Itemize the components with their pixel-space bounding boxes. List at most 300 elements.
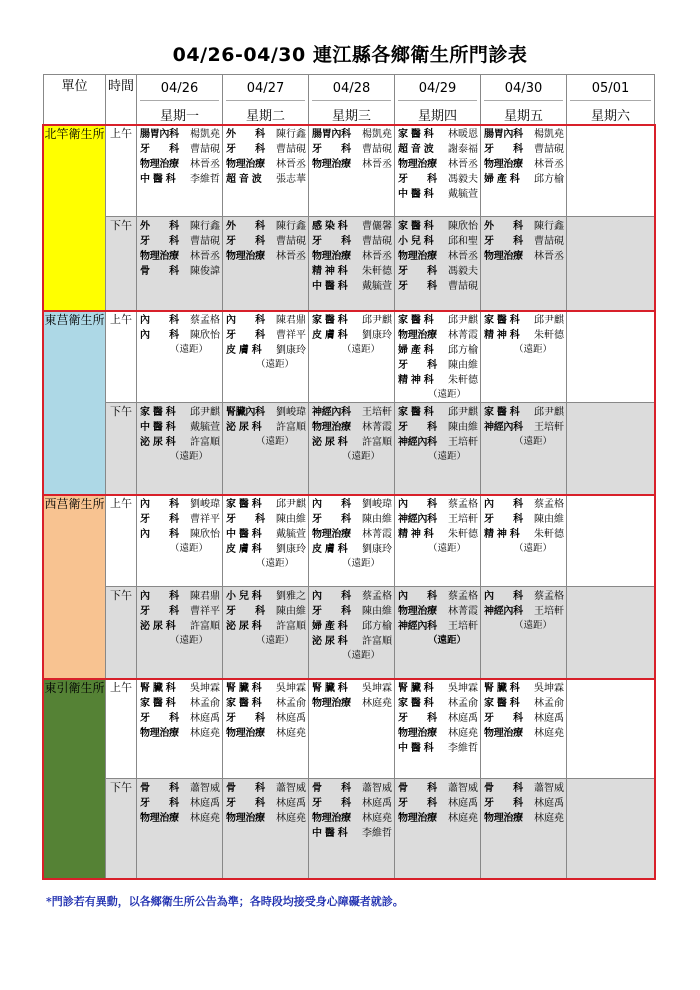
doctor-name: 林孟俞	[448, 698, 478, 709]
doctor-name: 蔡孟格	[190, 315, 220, 326]
doctor-name: 林庭堯	[448, 813, 478, 824]
department: 家 醫 科	[484, 315, 520, 326]
clinic-entry	[395, 234, 480, 249]
clinic-entry	[223, 589, 308, 604]
department: 超 音 波	[226, 174, 262, 185]
clinic-entry	[395, 604, 480, 619]
clinic-entry	[309, 811, 394, 826]
clinic-entry	[481, 313, 566, 328]
department: 物理治療	[398, 728, 437, 739]
doctor-name: 蔡孟格	[448, 591, 478, 602]
clinic-entry	[223, 313, 308, 328]
schedule-cell	[395, 495, 481, 587]
header-row	[44, 75, 655, 125]
schedule-row	[44, 125, 655, 217]
telemedicine-note: （遠距）	[169, 451, 208, 462]
department: 神經內科	[398, 621, 437, 632]
doctor-name: 戴毓萱	[190, 422, 220, 433]
doctor-name: 許富順	[190, 437, 220, 448]
doctor-name: 陳由維	[276, 514, 306, 525]
doctor-name: 林孟俞	[276, 698, 306, 709]
department: 中 醫 科	[140, 422, 176, 433]
department: 腎臟內科	[226, 407, 265, 418]
department: 精 神 科	[398, 375, 434, 386]
clinic-entry	[137, 512, 222, 527]
doctor-name: 陳君鼎	[190, 591, 220, 602]
clinic-entry	[395, 741, 480, 756]
clinic-entry	[137, 497, 222, 512]
schedule-cell	[481, 495, 567, 587]
clinic-entry	[309, 279, 394, 294]
doctor-name: 曹祥平	[190, 606, 220, 617]
department: 牙 科	[312, 606, 351, 617]
clinic-entry	[395, 172, 480, 187]
clinic-entry	[309, 681, 394, 696]
clinic-entry	[309, 264, 394, 279]
department: 精 神 科	[484, 330, 520, 341]
department: 神經內科	[398, 437, 437, 448]
doctor-name: 曹祥平	[190, 514, 220, 525]
department: 牙 科	[226, 144, 265, 155]
department: 牙 科	[312, 514, 351, 525]
department: 物理治療	[484, 728, 523, 739]
department: 牙 科	[226, 514, 265, 525]
department: 皮 膚 科	[312, 544, 348, 555]
clinic-entry	[223, 142, 308, 157]
schedule-cell	[395, 217, 481, 311]
clinic-entry	[137, 249, 222, 264]
clinic-entry	[395, 279, 480, 294]
department: 物理治療	[398, 330, 437, 341]
clinic-entry	[137, 589, 222, 604]
doctor-name: 陳行鑫	[190, 221, 220, 232]
clinic-entry	[395, 264, 480, 279]
schedule-cell	[395, 311, 481, 403]
clinic-entry	[395, 420, 480, 435]
doctor-name: 林孟俞	[190, 698, 220, 709]
doctor-name: 吳坤霖	[190, 683, 220, 694]
department: 感 染 科	[312, 221, 348, 232]
schedule-cell	[309, 311, 395, 403]
doctor-name: 林庭堯	[448, 728, 478, 739]
department: 內 科	[398, 499, 437, 510]
clinic-entry	[481, 234, 566, 249]
doctor-name: 朱軒德	[448, 375, 478, 386]
clinic-entry	[309, 781, 394, 796]
doctor-name: 陳由維	[448, 422, 478, 433]
doctor-name: 陳欣怡	[448, 221, 478, 232]
department: 內 科	[140, 499, 179, 510]
clinic-entry	[223, 711, 308, 726]
clinic-entry	[395, 405, 480, 420]
schedule-cell	[137, 217, 223, 311]
clinic-entry	[223, 405, 308, 420]
telemedicine-note: （遠距）	[341, 650, 380, 661]
department: 內 科	[226, 315, 265, 326]
department: 骨 科	[140, 266, 179, 277]
department: 腎 臟 科	[140, 683, 176, 694]
telemedicine-note: （遠距）	[427, 635, 466, 646]
doctor-name: 林庭堯	[276, 728, 306, 739]
doctor-name: 李維哲	[448, 743, 478, 754]
doctor-name: 林晉丞	[276, 251, 306, 262]
department: 物理治療	[140, 251, 179, 262]
department: 物理治療	[312, 251, 351, 262]
doctor-name: 曹喆硯	[534, 236, 564, 247]
clinic-entry	[137, 435, 222, 450]
schedule-cell	[137, 403, 223, 495]
time-column-header: 時間	[106, 75, 137, 125]
telemedicine-note: （遠距）	[513, 344, 552, 355]
doctor-name: 陳由維	[362, 514, 392, 525]
doctor-name: 蕭智威	[448, 783, 478, 794]
department: 牙 科	[226, 713, 265, 724]
schedule-cell	[481, 217, 567, 311]
department: 骨 科	[484, 783, 523, 794]
doctor-name: 林庭禹	[448, 713, 478, 724]
doctor-name: 陳行鑫	[276, 221, 306, 232]
clinic-entry	[481, 811, 566, 826]
schedule-cell	[481, 403, 567, 495]
unit-name: 北竿衛生所	[44, 125, 106, 311]
department: 牙 科	[140, 606, 179, 617]
department: 神經內科	[484, 422, 523, 433]
clinic-entry	[309, 512, 394, 527]
doctor-name: 蔡孟格	[534, 499, 564, 510]
department: 腎 臟 科	[398, 683, 434, 694]
schedule-cell	[137, 125, 223, 217]
clinic-entry	[481, 604, 566, 619]
doctor-name: 林晉丞	[448, 251, 478, 262]
department: 物理治療	[312, 813, 351, 824]
department: 皮 膚 科	[226, 345, 262, 356]
clinic-entry	[309, 127, 394, 142]
doctor-name: 曹喆硯	[362, 236, 392, 247]
time-slot-label: 下午	[106, 403, 137, 495]
department: 牙 科	[312, 236, 351, 247]
department: 中 醫 科	[312, 828, 348, 839]
department: 泌 尿 科	[226, 422, 262, 433]
clinic-entry	[395, 373, 480, 388]
doctor-name: 王培軒	[362, 407, 392, 418]
doctor-name: 曹喆硯	[362, 144, 392, 155]
doctor-name: 許富順	[190, 621, 220, 632]
department: 外 科	[484, 221, 523, 232]
department: 牙 科	[140, 144, 179, 155]
department: 家 醫 科	[226, 698, 262, 709]
schedule-row	[44, 311, 655, 403]
department: 骨 科	[140, 783, 179, 794]
doctor-name: 林庭堯	[534, 728, 564, 739]
department: 外 科	[226, 129, 265, 140]
doctor-name: 朱軒德	[362, 266, 392, 277]
clinic-entry	[223, 249, 308, 264]
clinic-entry	[137, 127, 222, 142]
doctor-name: 林暖恩	[448, 129, 478, 140]
department: 腸胃內科	[484, 129, 523, 140]
clinic-entry	[223, 619, 308, 634]
doctor-name: 謝泰福	[448, 144, 478, 155]
clinic-entry	[395, 187, 480, 202]
clinic-entry	[481, 711, 566, 726]
clinic-entry	[223, 696, 308, 711]
telemedicine-note: （遠距）	[169, 635, 208, 646]
department: 皮 膚 科	[226, 544, 262, 555]
time-slot-label: 下午	[106, 779, 137, 879]
clinic-entry	[395, 681, 480, 696]
clinic-entry	[395, 781, 480, 796]
clinic-entry	[223, 726, 308, 741]
clinic-entry	[481, 172, 566, 187]
department: 物理治療	[312, 159, 351, 170]
department: 婦 產 科	[312, 621, 348, 632]
doctor-name: 陳行鑫	[276, 129, 306, 140]
department: 神經內科	[484, 606, 523, 617]
doctor-name: 邱尹麒	[362, 315, 392, 326]
clinic-entry	[481, 157, 566, 172]
doctor-name: 張志華	[276, 174, 306, 185]
department: 家 醫 科	[398, 129, 434, 140]
clinic-entry	[395, 157, 480, 172]
department: 內 科	[140, 529, 179, 540]
doctor-name: 劉峻瑋	[362, 499, 392, 510]
schedule-cell	[567, 403, 655, 495]
clinic-entry	[223, 527, 308, 542]
clinic-entry	[481, 696, 566, 711]
doctor-name: 邱方榆	[534, 174, 564, 185]
department: 物理治療	[140, 813, 179, 824]
schedule-cell	[481, 779, 567, 879]
schedule-cell	[395, 587, 481, 679]
doctor-name: 邱尹麒	[190, 407, 220, 418]
department: 牙 科	[484, 514, 523, 525]
clinic-entry	[223, 234, 308, 249]
department: 中 醫 科	[398, 743, 434, 754]
doctor-name: 許富順	[276, 621, 306, 632]
clinic-entry	[223, 172, 308, 187]
schedule-row	[44, 679, 655, 779]
department: 精 神 科	[398, 529, 434, 540]
doctor-name: 林庭禹	[190, 713, 220, 724]
telemedicine-note: （遠距）	[169, 543, 208, 554]
time-slot-label: 下午	[106, 217, 137, 311]
department: 腸胃內科	[312, 129, 351, 140]
doctor-name: 林庭禹	[276, 798, 306, 809]
telemedicine-note: （遠距）	[513, 543, 552, 554]
schedule-cell	[223, 311, 309, 403]
department: 腎 臟 科	[484, 683, 520, 694]
telemedicine-note: （遠距）	[341, 344, 380, 355]
clinic-entry	[481, 781, 566, 796]
department: 牙 科	[140, 236, 179, 247]
schedule-row	[44, 403, 655, 495]
clinic-entry	[481, 405, 566, 420]
doctor-name: 林晉丞	[362, 159, 392, 170]
doctor-name: 蔡孟格	[362, 591, 392, 602]
clinic-entry	[137, 681, 222, 696]
doctor-name: 曹喆硯	[276, 144, 306, 155]
clinic-entry	[309, 527, 394, 542]
telemedicine-note: （遠距）	[513, 620, 552, 631]
clinic-entry	[223, 781, 308, 796]
clinic-entry	[395, 435, 480, 450]
department: 神經內科	[398, 514, 437, 525]
department: 牙 科	[398, 422, 437, 433]
doctor-name: 邱尹麒	[276, 499, 306, 510]
department: 家 醫 科	[398, 407, 434, 418]
clinic-entry	[395, 619, 480, 634]
clinic-entry	[309, 619, 394, 634]
department: 骨 科	[398, 783, 437, 794]
schedule-cell	[567, 779, 655, 879]
doctor-name: 王培軒	[448, 621, 478, 632]
schedule-cell	[137, 779, 223, 879]
schedule-row	[44, 217, 655, 311]
department: 內 科	[140, 591, 179, 602]
clinic-entry	[137, 172, 222, 187]
doctor-name: 陳由維	[534, 514, 564, 525]
doctor-name: 馮毅夫	[448, 266, 478, 277]
clinic-entry	[309, 634, 394, 649]
schedule-cell	[137, 311, 223, 403]
doctor-name: 陳君鼎	[276, 315, 306, 326]
doctor-name: 李維哲	[362, 828, 392, 839]
department: 物理治療	[312, 529, 351, 540]
clinic-entry	[309, 234, 394, 249]
department: 牙 科	[484, 713, 523, 724]
doctor-name: 吳坤霖	[448, 683, 478, 694]
clinic-entry	[481, 497, 566, 512]
doctor-name: 吳坤霖	[534, 683, 564, 694]
department: 家 醫 科	[312, 315, 348, 326]
department: 小 兒 科	[226, 591, 262, 602]
clinic-entry	[395, 313, 480, 328]
clinic-entry	[481, 127, 566, 142]
department: 內 科	[140, 315, 179, 326]
doctor-name: 林孟俞	[534, 698, 564, 709]
department: 內 科	[484, 499, 523, 510]
schedule-cell	[223, 587, 309, 679]
clinic-entry	[395, 142, 480, 157]
department: 物理治療	[312, 422, 351, 433]
schedule-cell	[309, 679, 395, 779]
doctor-name: 陳欣怡	[190, 529, 220, 540]
clinic-entry	[309, 696, 394, 711]
department: 超 音 波	[398, 144, 434, 155]
clinic-entry	[223, 604, 308, 619]
schedule-cell	[309, 587, 395, 679]
schedule-cell	[481, 311, 567, 403]
department: 腸胃內科	[140, 129, 179, 140]
department: 家 醫 科	[398, 221, 434, 232]
telemedicine-note: （遠距）	[427, 389, 466, 400]
department: 泌 尿 科	[312, 437, 348, 448]
clinic-entry	[395, 249, 480, 264]
department: 家 醫 科	[140, 407, 176, 418]
department: 家 醫 科	[398, 315, 434, 326]
clinic-entry	[309, 142, 394, 157]
schedule-cell	[223, 403, 309, 495]
clinic-entry	[223, 497, 308, 512]
doctor-name: 林庭禹	[534, 713, 564, 724]
schedule-cell	[395, 679, 481, 779]
clinic-entry	[223, 811, 308, 826]
clinic-entry	[395, 796, 480, 811]
department: 牙 科	[140, 713, 179, 724]
doctor-name: 戴毓萱	[362, 281, 392, 292]
telemedicine-note: （遠距）	[427, 543, 466, 554]
doctor-name: 許富順	[362, 437, 392, 448]
doctor-name: 楊凱堯	[534, 129, 564, 140]
doctor-name: 楊凱堯	[362, 129, 392, 140]
clinic-entry	[395, 696, 480, 711]
doctor-name: 戴毓萱	[276, 529, 306, 540]
doctor-name: 劉雅之	[276, 591, 306, 602]
doctor-name: 劉康玲	[362, 544, 392, 555]
department: 牙 科	[312, 798, 351, 809]
schedule-cell	[395, 779, 481, 879]
department: 牙 科	[398, 713, 437, 724]
clinic-entry	[395, 497, 480, 512]
schedule-cell	[223, 495, 309, 587]
telemedicine-note: （遠距）	[255, 635, 294, 646]
department: 物理治療	[140, 159, 179, 170]
clinic-entry	[137, 781, 222, 796]
clinic-entry	[137, 604, 222, 619]
doctor-name: 林庭堯	[534, 813, 564, 824]
department: 物理治療	[484, 251, 523, 262]
department: 小 兒 科	[398, 236, 434, 247]
clinic-entry	[137, 313, 222, 328]
clinic-entry	[223, 512, 308, 527]
schedule-cell	[567, 679, 655, 779]
doctor-name: 陳由維	[448, 360, 478, 371]
doctor-name: 朱軒德	[448, 529, 478, 540]
doctor-name: 王培軒	[534, 422, 564, 433]
clinic-entry	[395, 127, 480, 142]
doctor-name: 曹喆硯	[448, 281, 478, 292]
clinic-entry	[481, 219, 566, 234]
clinic-entry	[137, 405, 222, 420]
doctor-name: 林晉丞	[190, 251, 220, 262]
clinic-entry	[481, 527, 566, 542]
department: 家 醫 科	[140, 698, 176, 709]
clinic-entry	[481, 512, 566, 527]
clinic-entry	[481, 681, 566, 696]
telemedicine-note: （遠距）	[169, 344, 208, 355]
doctor-name: 曹喆硯	[190, 236, 220, 247]
department: 牙 科	[398, 174, 437, 185]
department: 骨 科	[312, 783, 351, 794]
clinic-entry	[137, 527, 222, 542]
schedule-cell	[395, 125, 481, 217]
doctor-name: 吳坤霖	[362, 683, 392, 694]
clinic-entry	[137, 619, 222, 634]
department: 中 醫 科	[226, 529, 262, 540]
department: 中 醫 科	[312, 281, 348, 292]
doctor-name: 林菁霞	[448, 330, 478, 341]
page-title: 04/26-04/30 連江縣各鄉衛生所門診表	[172, 44, 528, 66]
clinic-entry	[223, 796, 308, 811]
doctor-name: 戴毓萱	[448, 189, 478, 200]
doctor-name: 許富順	[276, 422, 306, 433]
department: 神經內科	[312, 407, 351, 418]
clinic-entry	[309, 589, 394, 604]
time-slot-label: 上午	[106, 311, 137, 403]
clinic-entry	[395, 328, 480, 343]
schedule-cell	[309, 217, 395, 311]
department: 泌 尿 科	[312, 636, 348, 647]
